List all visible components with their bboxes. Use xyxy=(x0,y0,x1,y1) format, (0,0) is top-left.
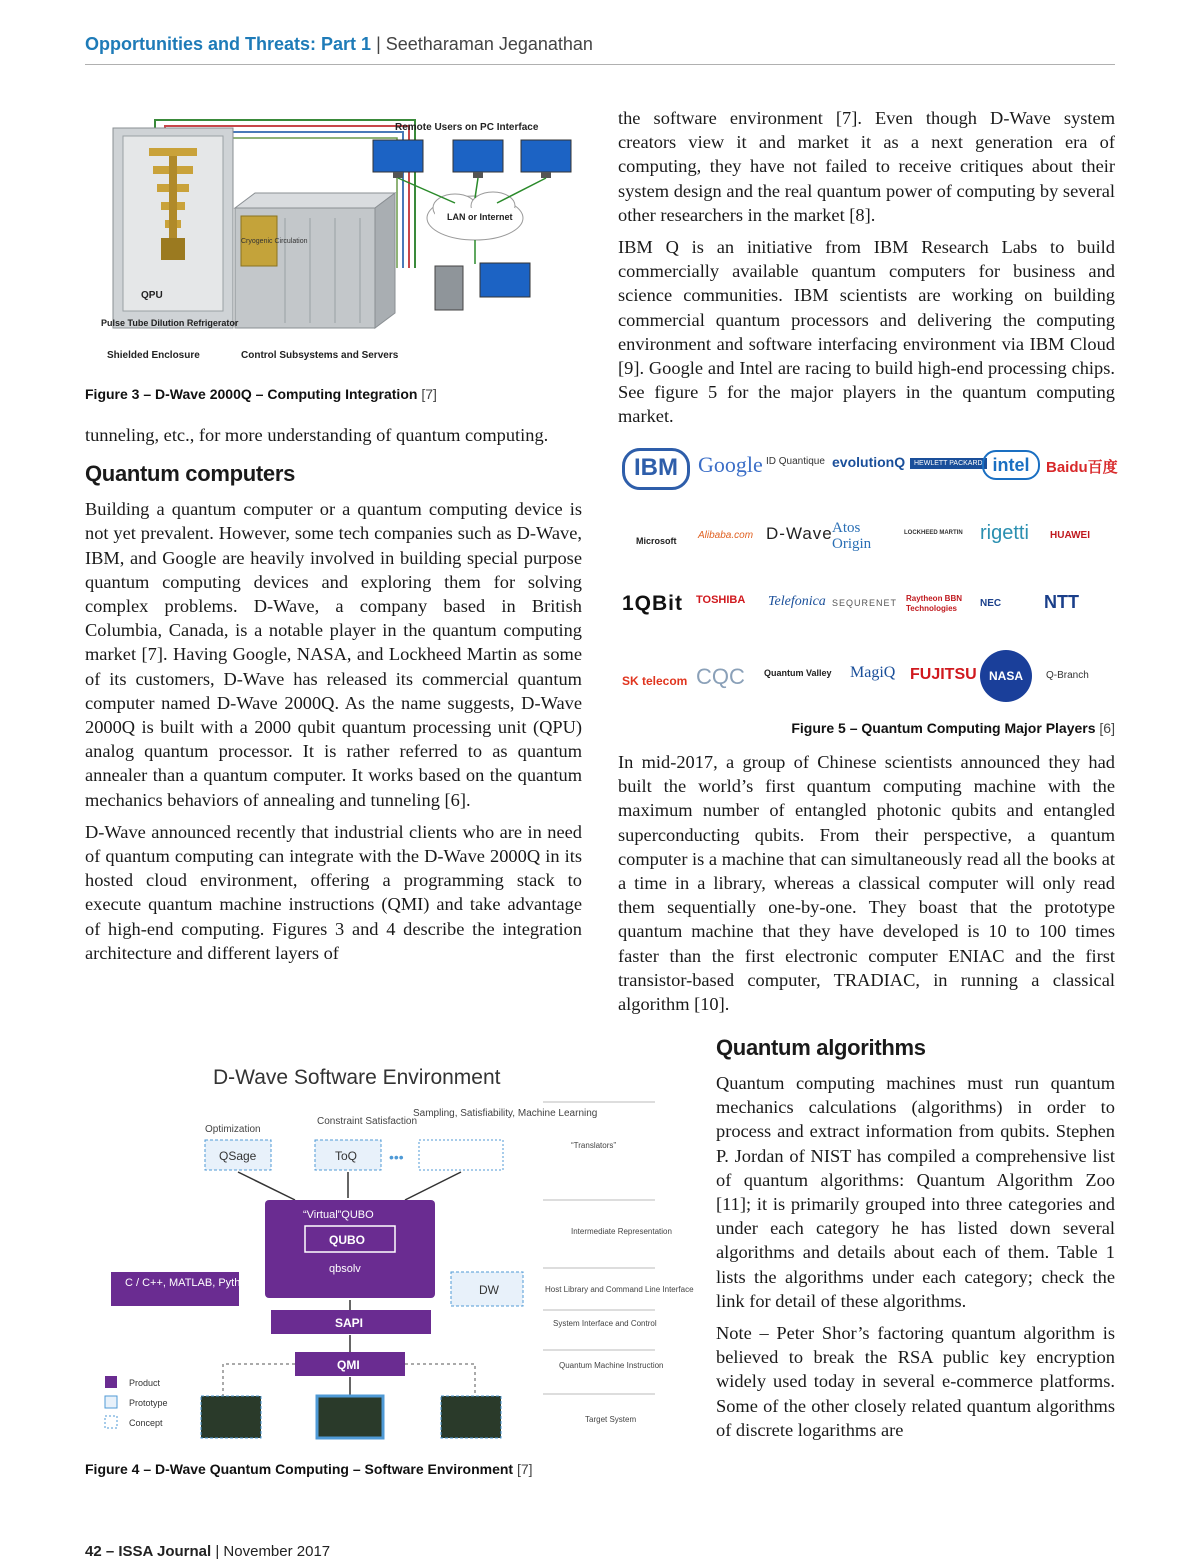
logo-telefonica: Telefonica xyxy=(768,594,826,609)
layer-host-library: Host Library and Command Line Interface xyxy=(545,1285,694,1294)
toq-label: ToQ xyxy=(335,1149,358,1163)
sapi-label: SAPI xyxy=(335,1316,364,1330)
logo-ibm: IBM xyxy=(622,448,690,490)
logo-sktelecom: SK telecom xyxy=(622,674,688,688)
legend-product-swatch xyxy=(105,1376,117,1388)
logo-baidu: Baidu百度 xyxy=(1046,459,1118,476)
figure-3-ref: [7] xyxy=(421,386,437,402)
sw-title: D-Wave Software Environment xyxy=(213,1066,501,1089)
label-qpu: QPU xyxy=(141,290,163,301)
top-label-constraint: Constraint Satisfaction xyxy=(317,1116,418,1127)
logo-huawei: HUAWEI xyxy=(1050,530,1090,541)
figure-4 xyxy=(95,1060,694,1456)
right-column-middle xyxy=(618,750,1115,1024)
right-paragraph-4: Quantum computing machines must run quantum mechanics calculations (algorithms) in order to process and extract information from qubits. Stephen P. Jordan of NIST has compiled a comprehensive list of quantum algorithms: Quantum Algorithm Zoo [11]; it is primarily grouped into three categories and under each category he has listed down several algorithms and details about each of them. Table 1 lists the algorithms under each category; check the link for detail of these algorithms. xyxy=(716,1073,1115,1311)
right-column-lower xyxy=(716,1035,1115,1450)
logo-lockheed: LOCKHEED MARTIN xyxy=(904,530,963,536)
logo-sequrenet: SEQURENET xyxy=(832,598,898,608)
layer-target: Target System xyxy=(585,1415,637,1424)
logo-rigetti: rigetti xyxy=(980,522,1029,544)
label-control: Control Subsystems and Servers xyxy=(241,350,399,361)
heading-quantum-algorithms: Quantum algorithms xyxy=(716,1035,926,1060)
layer-qmi: Quantum Machine Instruction xyxy=(559,1361,664,1370)
layer-translators: “Translators” xyxy=(571,1141,617,1150)
top-label-sampling: Sampling, Satisfiability, Machine Learning xyxy=(413,1108,598,1119)
right-paragraph-5: Note – Peter Shor’s factoring quantum algorithm is believed to break the RSA public key encryption widely used today in several e-commerce platforms. Some of the other closely related quantum algorithms of discrete logarithms are xyxy=(716,1323,1115,1440)
logo-dwave: D-Wave xyxy=(766,524,833,543)
right-column-top xyxy=(618,106,1115,437)
left-paragraph-2: D-Wave announced recently that industrial clients who are in need of quantum computing can integrate with the D-Wave 2000Q in its hosted cloud environment, offering a programming stack to execute quantum machine instructions (QMI) and take advantage of high-end computing. Figures 3 and 4 describe the integration architecture and different layers of xyxy=(85,821,582,963)
server-rack-icon xyxy=(235,193,395,328)
figure-5-caption xyxy=(618,720,1115,736)
logo-quantum-valley: Quantum Valley xyxy=(764,668,832,678)
header-title: Opportunities and Threats: Part 1 xyxy=(85,34,372,54)
qubo-label: QUBO xyxy=(329,1233,365,1247)
logo-intel: intel xyxy=(982,450,1040,480)
logo-google: Google xyxy=(698,452,763,477)
lang-label: C / C++, MATLAB, Python xyxy=(125,1277,253,1289)
logo-ntt: NTT xyxy=(1044,592,1079,612)
figure-5-caption-text: Figure 5 – Quantum Computing Major Players xyxy=(791,720,1096,736)
page-footer xyxy=(85,1543,330,1560)
figure-3 xyxy=(95,108,585,378)
arrow xyxy=(405,1172,461,1200)
qpu-chip-icon xyxy=(201,1396,501,1438)
logo-1qbit: 1QBit xyxy=(622,592,684,615)
dwave-integration-diagram xyxy=(95,108,585,378)
figure-4-ref: [7] xyxy=(516,1461,533,1477)
qmi-label: QMI xyxy=(337,1358,360,1372)
logo-nasa: NASA xyxy=(980,650,1032,702)
logo-hp: HEWLETT PACKARD xyxy=(910,458,987,469)
logo-atos: Atos Origin xyxy=(832,520,872,552)
dw-label: DW xyxy=(479,1283,499,1297)
logo-evolutionq: evolutionQ xyxy=(832,454,906,470)
figure-4-caption-text: Figure 4 – D-Wave Quantum Computing – Software Environment xyxy=(85,1461,514,1477)
label-lan: LAN or Internet xyxy=(447,212,513,222)
dwave-software-diagram xyxy=(95,1060,694,1456)
heading-quantum-computers: Quantum computers xyxy=(85,461,296,487)
left-paragraph-1: Building a quantum computer or a quantum computing device is not yet prevalent. However, some tech companies such as D-Wave, IBM, and Google are heavily involved in building special purpose quantum computing devices and exploring them for solving complex problems. D-Wave, a company based in British Columbia, Canada, is a notable player in the quantum computing market [7]. Having Google, NASA, and Lockheed Martin as some of its customers, D-Wave has released its commercial quantum computer named D-Wave 2000Q. As the name suggests, D-Wave 2000Q is built with a 2000 qubit quantum processing unit (QPU) analog quantum processor. It is rather referred to as quantum annealer than a quantum computer. It works based on the quantum mechanics behaviors of annealing and tunneling [6]. xyxy=(85,499,582,810)
layer-system-interface: System Interface and Control xyxy=(553,1319,657,1328)
legend-product: Product xyxy=(129,1378,161,1388)
footer-date: November 2017 xyxy=(223,1543,331,1560)
right-paragraph-1: the software environment [7]. Even though D-Wave system creators view it and market it as a next generation era of computing, they have not failed to receive critiques about their system design and the real quantum power of computing by several other researchers in the market [8]. xyxy=(618,108,1115,225)
concept-box xyxy=(419,1140,503,1170)
logo-raytheon: Raytheon BBN Technologies xyxy=(906,594,963,613)
logo-alibaba: Alibaba.com xyxy=(698,530,754,541)
logo-idquantique: ID Quantique xyxy=(766,456,825,467)
figure-3-caption-text: Figure 3 – D-Wave 2000Q – Computing Integration xyxy=(85,386,418,402)
legend-prototype-swatch xyxy=(105,1396,117,1408)
header-separator: | xyxy=(376,34,381,54)
left-column xyxy=(85,423,582,973)
label-cryo: Cryogenic Circulation xyxy=(241,238,308,245)
qbsolv-label: qbsolv xyxy=(329,1263,361,1275)
vqubo-label: “Virtual”QUBO xyxy=(303,1209,374,1221)
running-header xyxy=(85,34,1115,65)
figure-5-ref: [6] xyxy=(1099,720,1115,736)
top-label-optimization: Optimization xyxy=(205,1124,261,1135)
right-paragraph-2: IBM Q is an initiative from IBM Research Labs to build commercially available quantum computers for business and science communities. IBM scientists are working on building commercial quantum processors and delivering the computing environment and software interfacing environment via IBM Cloud [9]. Google and Intel are racing to build high-end processing chips. See figure 5 for the major players in the quantum computing market. xyxy=(618,237,1115,427)
logo-fujitsu: FUJITSU xyxy=(910,666,977,683)
figure-4-caption xyxy=(85,1461,645,1477)
footer-page: 42 – ISSA Journal xyxy=(85,1543,212,1560)
qsage-label: QSage xyxy=(219,1149,257,1163)
right-paragraph-3: In mid-2017, a group of Chinese scientists announced they had built the world’s first quantum computing machine with the maximum number of entangled photonic qubits and entangled superconducting qubits. From their perspective, a quantum computer is a machine that can simultaneously read all the books at a time in a library, whereas a classical computer will only read them sequentially one-by-one. They boast that the prototype quantum machine that they have developed is 10 to 100 times faster than the first electronic computer ENIAC and the first transistor-based computer, TRADIAC, in running a classical algorithm [10]. xyxy=(618,752,1115,1015)
label-remote: Remote Users on PC Interface xyxy=(395,122,539,133)
legend-concept-swatch xyxy=(105,1416,117,1428)
left-paragraph-0: tunneling, etc., for more understanding of quantum computing. xyxy=(85,425,549,445)
logo-toshiba: TOSHIBA xyxy=(696,594,746,606)
logo-microsoft: Microsoft xyxy=(636,536,677,546)
logo-cqc: CQC xyxy=(696,664,745,689)
figure-3-caption xyxy=(85,386,585,402)
header-author: Seetharaman Jeganathan xyxy=(385,34,593,54)
footer-separator: | xyxy=(215,1543,220,1560)
arrow xyxy=(238,1172,295,1200)
label-shielded: Shielded Enclosure xyxy=(107,350,200,361)
figure-5-logo-grid xyxy=(618,440,1118,710)
logo-qbranch: Q-Branch xyxy=(1046,670,1089,681)
logo-nec: NEC xyxy=(980,598,1002,609)
more-dots: ••• xyxy=(389,1149,404,1165)
label-pulse: Pulse Tube Dilution Refrigerator xyxy=(101,318,239,328)
legend-prototype: Prototype xyxy=(129,1398,168,1408)
logo-magiq: MagiQ xyxy=(850,664,896,681)
layer-intermediate: Intermediate Representation xyxy=(571,1227,672,1236)
legend-concept: Concept xyxy=(129,1418,163,1428)
